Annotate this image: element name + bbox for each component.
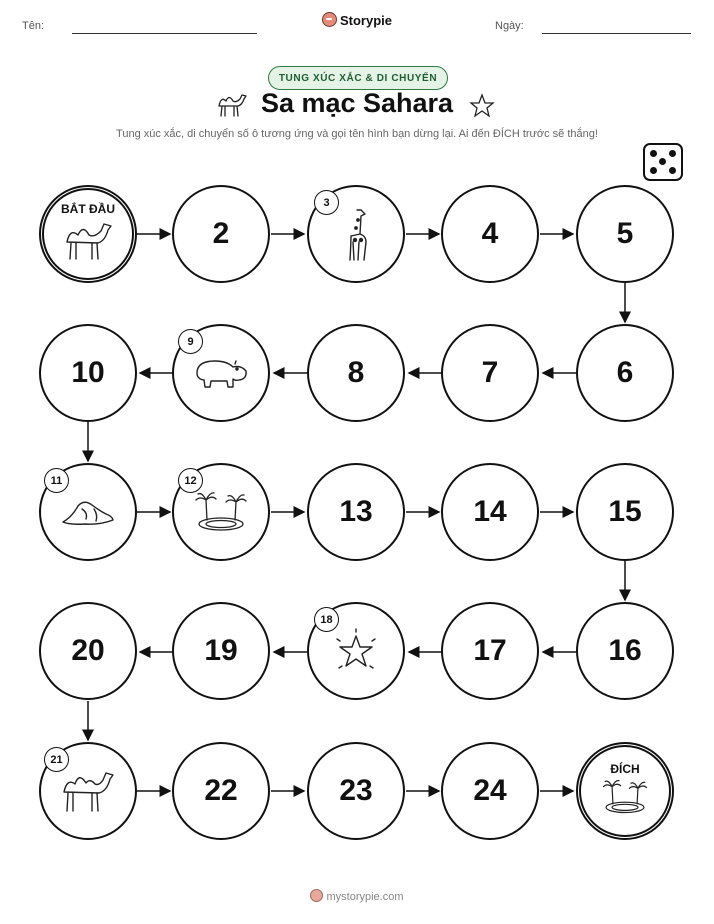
square-number: 19 — [204, 634, 238, 667]
board-square[interactable] — [39, 602, 137, 700]
board-square[interactable] — [441, 185, 539, 283]
board-square[interactable] — [172, 602, 270, 700]
board-square[interactable] — [39, 324, 137, 422]
finish-label: ĐÍCH — [610, 762, 640, 776]
square-number: 5 — [616, 217, 634, 250]
square-number-tag: 11 — [44, 468, 69, 493]
square-number: 17 — [473, 634, 507, 667]
instructions: Tung xúc xắc, di chuyển số ô tương ứng và gọi tên hình bạn dừng lại. Ai đến ĐÍCH trước sẽ thắng! — [116, 128, 598, 140]
giraffe-icon — [339, 206, 373, 262]
finish-square[interactable] — [576, 742, 674, 840]
square-number-tag: 3 — [314, 190, 339, 215]
footer-url[interactable]: mystorypie.com — [326, 891, 404, 903]
date-label: Ngày: — [495, 20, 524, 32]
square-number: 8 — [347, 356, 365, 389]
square-number-tag: 18 — [314, 607, 339, 632]
square-number: 14 — [473, 495, 507, 528]
board-square[interactable] — [441, 602, 539, 700]
square-number-tag: 21 — [44, 747, 69, 772]
star-icon — [331, 626, 381, 676]
footer — [0, 889, 714, 903]
board-square[interactable] — [307, 324, 405, 422]
board-square[interactable] — [576, 324, 674, 422]
board-square[interactable] — [441, 463, 539, 561]
square-number: 7 — [481, 356, 499, 389]
camel-icon — [59, 768, 117, 814]
square-number: 20 — [71, 634, 105, 667]
storypie-logo-icon — [310, 889, 323, 902]
board-square[interactable] — [576, 185, 674, 283]
board-square[interactable] — [172, 185, 270, 283]
board-square[interactable] — [576, 602, 674, 700]
board-square[interactable] — [307, 742, 405, 840]
square-number: 10 — [71, 356, 105, 389]
square-number-tag: 12 — [178, 468, 203, 493]
square-number: 6 — [616, 356, 634, 389]
camel-icon — [61, 218, 115, 262]
start-square[interactable] — [39, 185, 137, 283]
square-number: 16 — [608, 634, 642, 667]
start-label: BẮT ĐẦU — [61, 202, 115, 216]
board-square[interactable] — [172, 742, 270, 840]
square-number: 15 — [608, 495, 642, 528]
board-square[interactable] — [441, 324, 539, 422]
square-number: 23 — [339, 774, 373, 807]
hippo-icon — [191, 353, 251, 393]
oasis-icon — [192, 490, 250, 534]
page-title: Sa mạc Sahara — [260, 88, 454, 118]
activity-badge: TUNG XÚC XẮC & DI CHUYỂN — [268, 66, 448, 90]
square-number: 13 — [339, 495, 373, 528]
square-number-tag: 9 — [178, 329, 203, 354]
board-square[interactable] — [307, 463, 405, 561]
name-label: Tên: — [22, 20, 45, 32]
brand-name: Storypie — [339, 13, 392, 28]
oasis-icon — [600, 778, 650, 816]
square-number: 2 — [212, 217, 230, 250]
square-number: 4 — [481, 217, 499, 250]
board-square[interactable] — [576, 463, 674, 561]
square-number: 24 — [473, 774, 507, 807]
square-number: 22 — [204, 774, 238, 807]
sand-dune-icon — [60, 497, 116, 527]
board-square[interactable] — [441, 742, 539, 840]
